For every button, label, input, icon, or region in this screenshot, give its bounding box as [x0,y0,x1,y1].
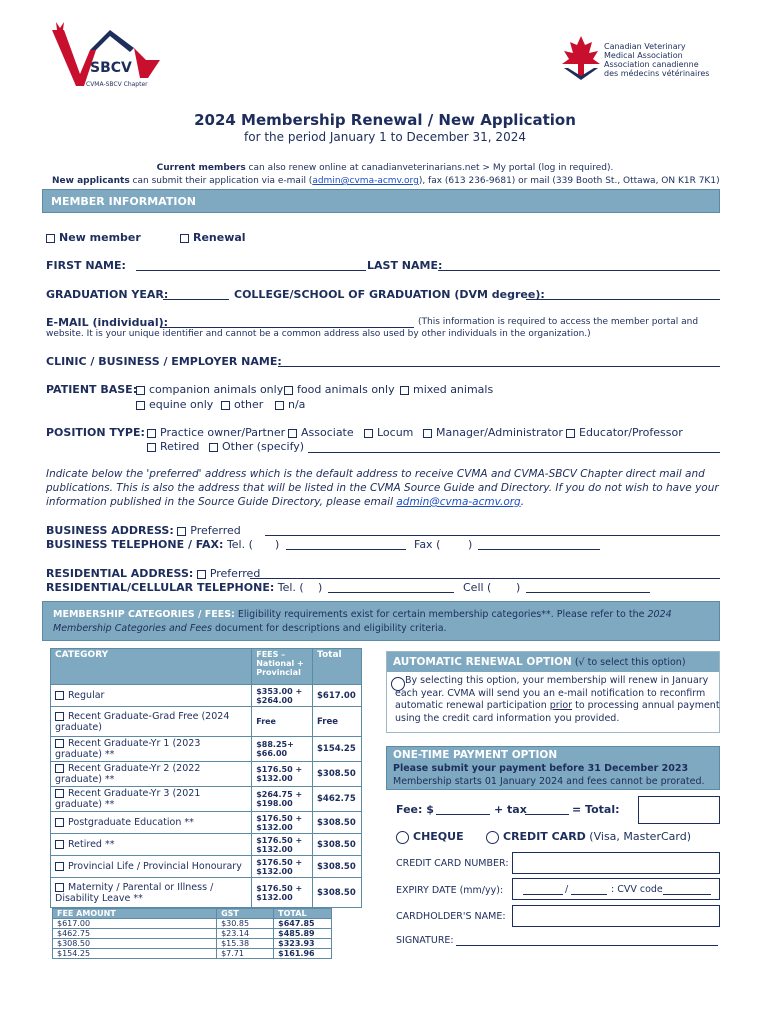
residential-cell-field[interactable] [526,581,650,593]
category-name: Postgraduate Education ** [68,817,194,828]
auto-renewal-line3a: automatic renewal participation [395,700,550,711]
option-label: Practice owner/Partner [160,426,286,439]
business-address-field[interactable] [265,524,720,536]
checkbox[interactable] [284,386,293,395]
table-row [53,919,332,929]
auto-renewal-title: AUTOMATIC RENEWAL OPTION [393,656,572,668]
residential-preferred-label: Preferred [209,567,261,580]
cvma-fr-line1: Association canadienne [604,60,699,69]
category-total: $617.00 [313,685,362,707]
checkbox[interactable] [209,443,218,452]
email-label: E-MAIL (individual): [46,316,169,329]
category-name: Recent Graduate-Yr 1 (2023 graduate) ** [55,738,201,760]
college-label: COLLEGE/SCHOOL OF GRADUATION (DVM degree): [234,288,545,301]
expiry-year[interactable] [571,885,607,895]
fee-cell: $462.75 [53,929,217,939]
category-checkbox[interactable] [55,712,64,721]
category-fees: $176.50 + $132.00 [252,856,313,878]
table-row [51,787,362,812]
category-checkbox[interactable] [55,883,64,892]
business-fax-field[interactable] [478,538,600,550]
checkbox[interactable] [147,429,156,438]
total-field[interactable] [638,796,720,824]
category-total: $308.50 [313,812,362,834]
auto-renewal-note: (√ to select this option) [571,657,686,668]
checkbox[interactable] [147,443,156,452]
last-name-field[interactable] [438,259,720,271]
cheque-option[interactable] [396,830,464,844]
category-table [50,648,362,908]
auto-renewal-line3b: prior [549,700,573,711]
category-fees: Free [252,707,313,737]
business-fax-prefix: Fax ( [414,538,441,551]
option-label: equine only [149,398,214,411]
auto-renewal-line2: each year. CVMA will send you an e-mail notification to reconfirm [395,687,706,699]
category-total: $154.25 [313,737,362,762]
category-cell[interactable] [51,856,252,878]
sbcv-subtitle: CVMA-SBCV Chapter [86,81,148,88]
intro-new [52,176,720,186]
category-cell[interactable] [51,707,252,737]
cc-number-field[interactable] [512,852,720,874]
categories-header [42,601,720,641]
page-subtitle: for the period January 1 to December 31, 2024 [244,130,526,144]
position-opt-locum[interactable] [364,426,413,439]
intro-new-label: New applicants [52,176,130,186]
residential-cell-prefix: Cell ( [463,581,492,594]
col-gst: GST [217,909,274,919]
col-fees: FEES – National + Provincial [252,649,313,685]
category-name: Regular [68,690,105,701]
intro-current [0,163,770,173]
position-opt-owner[interactable] [147,426,285,439]
cc-number-label: CREDIT CARD NUMBER: [396,858,509,869]
business-preferred-checkbox[interactable] [177,527,186,536]
college-field[interactable] [526,288,720,300]
residential-address-row [46,567,260,580]
category-fees: $88.25+ $66.00 [252,737,313,762]
gst-fee-table [52,908,332,959]
paren-close: ) [468,538,473,551]
option-label: companion animals only [149,383,284,396]
option-label: other [234,398,264,411]
fee-cell: $308.50 [53,939,217,949]
new-member-option[interactable] [46,231,141,244]
category-fees: $353.00 + $264.00 [252,685,313,707]
option-label: Manager/Administrator [436,426,563,439]
category-cell[interactable] [51,878,252,908]
member-info-header-label: MEMBER INFORMATION [51,195,196,208]
position-opt-retired[interactable] [147,440,199,453]
fee-field[interactable] [436,803,490,815]
category-name: Recent Graduate-Yr 2 (2022 graduate) ** [55,763,201,785]
maple-leaf-icon [560,36,602,80]
sbcv-logo [50,22,170,94]
category-fees: $176.50 + $132.00 [252,762,313,787]
checkbox[interactable] [566,429,575,438]
cvv-field[interactable] [663,885,711,895]
member-info-header [42,189,720,213]
position-opt-educator[interactable] [566,426,683,439]
tax-field[interactable] [525,803,569,815]
category-cell[interactable] [51,834,252,856]
expiry-month[interactable] [523,885,563,895]
total-label: = Total: [572,803,620,816]
col-fee-total: TOTAL [274,909,332,919]
category-cell[interactable] [51,762,252,787]
checkbox[interactable] [221,401,230,410]
last-name-label: LAST NAME: [367,259,443,272]
category-name: Provincial Life / Provincial Honourary [68,861,242,872]
position-opt-associate[interactable] [288,426,354,439]
category-name: Retired ** [68,839,115,850]
patient-base-label: PATIENT BASE: [46,383,138,396]
patient-opt-equine[interactable] [136,398,213,411]
cheque-radio[interactable] [396,831,409,844]
category-total: Free [313,707,362,737]
email-note: (This information is required to access the member portal and [418,317,699,327]
table-row [51,856,362,878]
business-preferred-label: Preferred [190,524,241,537]
category-fees: $176.50 + $132.00 [252,834,313,856]
table-row [51,812,362,834]
business-address-label: BUSINESS ADDRESS: [46,524,174,537]
col-total: Total [313,649,362,685]
renewal-option[interactable] [180,231,246,244]
residential-tel-row [46,581,304,594]
table-row [51,762,362,787]
first-name-field[interactable] [136,259,366,271]
residential-tel-field[interactable] [328,581,454,593]
category-checkbox[interactable] [55,818,64,827]
credit-card-radio[interactable] [486,831,499,844]
paren-close: ) [318,581,323,594]
option-label: Retired [160,440,200,453]
email-field[interactable] [160,316,414,328]
one-time-note: Membership starts 01 January 2024 and fees cannot be prorated. [393,776,705,787]
categories-header-italic1: 2024 [647,609,672,620]
fee-cell: $647.85 [274,919,332,929]
category-checkbox[interactable] [55,691,64,700]
table-row [53,949,332,959]
clinic-field[interactable] [278,355,720,367]
note-line-3: information published in the Source Guide Directory, please email admin@cvma-acmv.org. [46,496,525,508]
patient-opt-mixed[interactable] [400,383,493,396]
auto-renewal-text [395,675,720,725]
category-name: Recent Graduate-Yr 3 (2021 graduate) ** [55,788,201,810]
category-cell[interactable] [51,787,252,812]
option-label: Locum [377,426,414,439]
intro-current-label: Current members [156,163,246,173]
col-category: CATEGORY [51,649,252,685]
fee-cell: $485.89 [274,929,332,939]
one-time-payment-box [386,746,720,790]
patient-opt-companion[interactable] [136,383,283,396]
auto-renewal-line1: By selecting this option, your membership will renew in January [405,675,709,686]
business-address-row [46,524,241,537]
one-time-header: ONE-TIME PAYMENT OPTION [393,749,558,761]
category-checkbox[interactable] [55,789,64,798]
col-fee-amount: FEE AMOUNT [53,909,217,919]
auto-renewal-line3 [395,700,720,713]
category-name: Maternity / Parental or Illness / Disability Leave ** [55,881,214,904]
fee-cell: $7.71 [217,949,274,959]
table-row [53,939,332,949]
grad-year-field[interactable] [163,288,229,300]
first-name-label: FIRST NAME: [46,259,126,272]
expiry-separator: / [565,884,569,895]
category-checkbox[interactable] [55,764,64,773]
checkbox[interactable] [275,401,284,410]
sbcv-wordmark: SBCV [90,60,132,76]
note-line-3-text: information published in the Source Guide Directory, please email [46,496,397,508]
expiry-field[interactable] [512,878,720,900]
position-type-label: POSITION TYPE: [46,426,145,439]
fee-cell: $15.38 [217,939,274,949]
category-fees: $176.50 + $132.00 [252,812,313,834]
categories-header-text: Eligibility requirements exist for certain membership categories**. Please refer to the [234,609,648,620]
signature-field[interactable] [456,935,718,946]
category-checkbox[interactable] [55,862,64,871]
signature-label: SIGNATURE: [396,935,454,946]
expiry-label: EXPIRY DATE (mm/yy): [396,885,504,896]
category-fees: $264.75 + $198.00 [252,787,313,812]
option-label: Associate [301,426,354,439]
table-row [51,878,362,908]
renewal-checkbox[interactable] [180,234,189,243]
intro-email-link[interactable]: admin@cvma-acmv.org [312,176,419,186]
category-total: $308.50 [313,834,362,856]
category-total: $308.50 [313,762,362,787]
checkbox[interactable] [288,429,297,438]
residential-preferred-checkbox[interactable] [197,570,206,579]
cvma-en-line2: Medical Association [604,51,683,60]
position-opt-other[interactable] [209,440,304,453]
cheque-label: CHEQUE [413,830,464,843]
cvma-en-line1: Canadian Veterinary [604,42,686,51]
category-total: $462.75 [313,787,362,812]
cardholder-label: CARDHOLDER'S NAME: [396,911,506,922]
table-row [53,929,332,939]
fee-cell: $154.25 [53,949,217,959]
checkbox[interactable] [364,429,373,438]
credit-card-types: (Visa, MasterCard) [585,830,691,843]
categories-header-italic2: Membership Categories and Fees [53,623,212,634]
table-row [51,685,362,707]
preferred-address-note [46,467,719,509]
checkbox[interactable] [400,386,409,395]
grad-year-label: GRADUATION YEAR: [46,288,169,301]
category-checkbox[interactable] [55,840,64,849]
cardholder-field[interactable] [512,905,720,927]
category-fees: $176.50 + $132.00 [252,878,313,908]
fee-cell: $617.00 [53,919,217,929]
business-tel-prefix: Tel. ( [226,538,253,551]
business-tel-field[interactable] [286,538,406,550]
auto-renewal-line3c: to processing annual payment [572,700,720,711]
note-line-1: Indicate below the 'preferred' address which is the default address to receive CVMA and CVMA-SBCV Chapter direct mail and [46,468,705,480]
table-row [51,737,362,762]
intro-new-text1: can submit their application via e-mail ( [129,176,313,186]
option-label: n/a [288,398,306,411]
position-other-field[interactable] [308,440,720,453]
option-label: Other (specify) [222,440,305,453]
auto-renewal-box [386,651,720,733]
paren-close: ) [516,581,521,594]
checkbox[interactable] [136,386,145,395]
cvma-fr-line2: des médecins vétérinaires [604,69,710,78]
checkbox[interactable] [136,401,145,410]
intro-current-text: can also renew online at canadianveterinarians.net > My portal (log in required). [245,163,614,173]
category-cell[interactable] [51,685,252,707]
option-label: Educator/Professor [579,426,683,439]
categories-header-label: MEMBERSHIP CATEGORIES / FEES: [53,609,235,620]
new-member-checkbox[interactable] [46,234,55,243]
email-note-2: website. It is your unique identifier and cannot be a common address also used by other individuals in the organization.) [46,329,591,339]
cvma-name [604,42,709,78]
fee-cell: $323.93 [274,939,332,949]
tax-label: + tax [494,803,527,816]
checkbox[interactable] [423,429,432,438]
preferred-email-link[interactable]: admin@cvma-acmv.org [396,496,521,508]
category-checkbox[interactable] [55,739,64,748]
auto-renewal-line4: using the credit card information you provided. [395,712,620,724]
fee-cell: $161.96 [274,949,332,959]
cvv-label: : CVV code [611,884,663,895]
fee-label: Fee: $ [396,803,434,816]
category-total: $308.50 [313,878,362,908]
residential-address-field[interactable] [250,567,720,579]
patient-opt-food[interactable] [284,383,395,396]
business-tel-row [46,538,253,551]
position-opt-manager[interactable] [423,426,563,439]
fee-cell: $23.14 [217,929,274,939]
table-row [51,707,362,737]
patient-opt-other[interactable] [221,398,263,411]
intro-new-text2: ), fax (613 236-9681) or mail (339 Booth St., Ottawa, ON K1R 7K1) [418,176,720,186]
one-time-deadline: Please submit your payment before 31 December 2023 [393,763,689,774]
option-label: food animals only [297,383,395,396]
business-tel-label: BUSINESS TELEPHONE / FAX: [46,538,224,551]
auto-renewal-header [387,652,719,672]
table-row [51,834,362,856]
clinic-label: CLINIC / BUSINESS / EMPLOYER NAME: [46,355,282,368]
credit-card-label: CREDIT CARD [503,830,586,843]
residential-tel-prefix: Tel. ( [277,581,304,594]
category-cell[interactable] [51,737,252,762]
option-label: mixed animals [413,383,494,396]
renewal-label: Renewal [193,231,246,244]
patient-opt-na[interactable] [275,398,305,411]
fee-cell: $30.85 [217,919,274,929]
categories-header-text2: document for descriptions and eligibility criteria. [211,623,447,634]
note-line-2: publications. This is also the address that will be listed in the CVMA Source Guide and Directory. If you do not wish to have your [46,482,719,494]
category-total: $308.50 [313,856,362,878]
credit-card-option[interactable] [486,830,691,844]
category-cell[interactable] [51,812,252,834]
cvma-logo [560,36,720,86]
new-member-label: New member [59,231,141,244]
paren-close: ) [275,538,280,551]
page-title: 2024 Membership Renewal / New Application [194,111,576,129]
category-name: Recent Graduate-Grad Free (2024 graduate) [55,710,230,733]
residential-address-label: RESIDENTIAL ADDRESS: [46,567,194,580]
residential-tel-label: RESIDENTIAL/CELLULAR TELEPHONE: [46,581,275,594]
